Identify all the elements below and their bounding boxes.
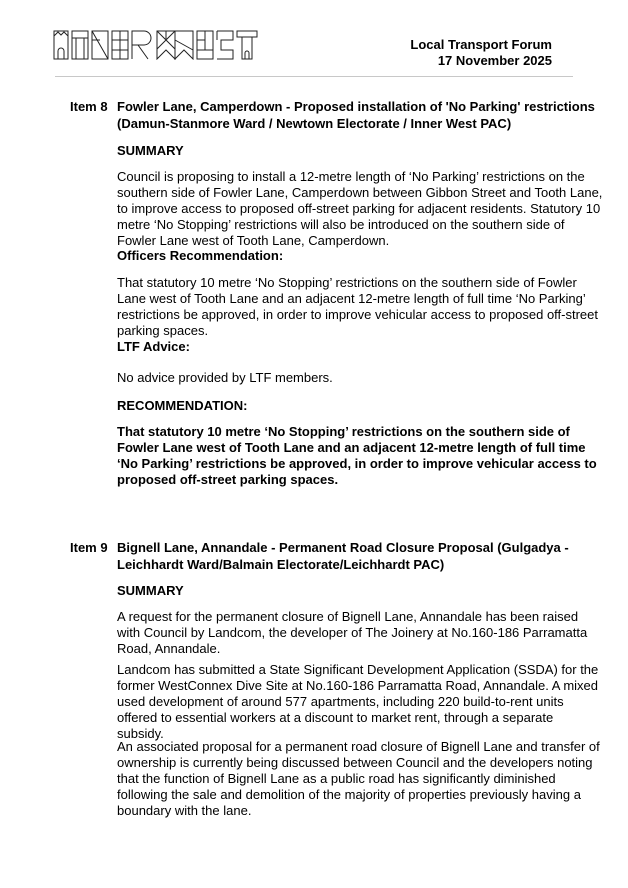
item-title [117,540,569,573]
paragraph [117,739,600,819]
recommendation-heading: RECOMMENDATION: [117,398,248,413]
title-line: (Damun-Stanmore Ward / Newtown Electorate / Inner West PAC) [117,115,512,131]
text-line: subsidy. [117,726,164,741]
officers-heading: Officers Recommendation: [117,248,284,263]
text-line: boundary with the lane. [117,803,252,818]
text-line: restrictions be approved, in order to improve vehicular access to proposed off-street [117,307,598,322]
meeting-name: Local Transport Forum [410,37,552,52]
meeting-date: 17 November 2025 [437,53,552,68]
summary-heading: SUMMARY [117,583,184,598]
text-line: Fowler Lane west of Tooth Lane and an adjacent 12-metre length of full time [117,440,586,455]
text-line: A request for the permanent closure of Bignell Lane, Annandale has been raised [117,609,579,624]
text-line: Road, Annandale. [117,641,221,656]
text-line: Fowler Lane west of Tooth Lane, Camperdown. [117,233,390,248]
paragraph [117,609,587,657]
summary-heading: SUMMARY [117,143,184,158]
text-line: metre ‘No Stopping’ restrictions will also be introduced on the southern side of [117,217,565,232]
summary-paragraph [117,169,602,249]
item-number: Item 9 [70,540,108,555]
title-line: Fowler Lane, Camperdown - Proposed installation of 'No Parking' restrictions [117,99,595,114]
text-line: Landcom has submitted a State Significant Development Application (SSDA) for the [117,662,599,677]
text-line: ownership is currently being discussed between Council and the developers noting [117,755,593,770]
text-line: that the function of Bignell Lane as a public road has significantly diminished [117,771,556,786]
paragraph [117,662,598,742]
ltf-text: No advice provided by LTF members. [117,370,333,385]
text-line: used development of around 577 apartments, including 220 build-to-rent units [117,694,564,709]
recommendation-paragraph [117,424,597,488]
text-line: following the sale and demolition of the majority of properties previously having a [117,787,581,802]
title-line: Leichhardt Ward/Balmain Electorate/Leichhardt PAC) [117,556,445,572]
text-line: That statutory 10 metre ‘No Stopping’ restrictions on the southern side of Fowler [117,275,577,290]
text-line: That statutory 10 metre ‘No Stopping’ restrictions on the southern side of [117,424,570,439]
text-line: southern side of Fowler Lane, Camperdown between Gibbon Street and Tooth Lane, [117,185,603,200]
ltf-heading: LTF Advice: [117,339,190,354]
text-line: former WestConnex Dive Site at No.160-186 Parramatta Road, Annandale. A mixed [117,678,599,693]
text-line: proposed off-street parking spaces. [117,472,339,487]
item-number: Item 8 [70,99,108,114]
text-line: parking spaces. [117,323,209,338]
text-line: ‘No Parking’ restrictions be approved, in order to improve vehicular access to [117,456,597,471]
text-line: with Council by Landcom, the developer of The Joinery at No.160-186 Parramatta [117,625,588,640]
text-line: to improve access to proposed off-street parking for adjacent residents. Statutory 10 [117,201,601,216]
inner-west-logo [53,30,258,60]
header-divider [55,76,573,77]
item-title [117,99,595,132]
text-line: offered to essential workers at a discount to market rent, through a separate [117,710,554,725]
text-line: Lane west of Tooth Lane and an adjacent 12-metre length of full time ‘No Parking’ [117,291,586,306]
text-line: Council is proposing to install a 12-metre length of ‘No Parking’ restrictions on the [117,169,585,184]
title-line: Bignell Lane, Annandale - Permanent Road Closure Proposal (Gulgadya - [117,540,569,555]
officers-paragraph [117,275,598,339]
text-line: An associated proposal for a permanent road closure of Bignell Lane and transfer of [117,739,600,754]
